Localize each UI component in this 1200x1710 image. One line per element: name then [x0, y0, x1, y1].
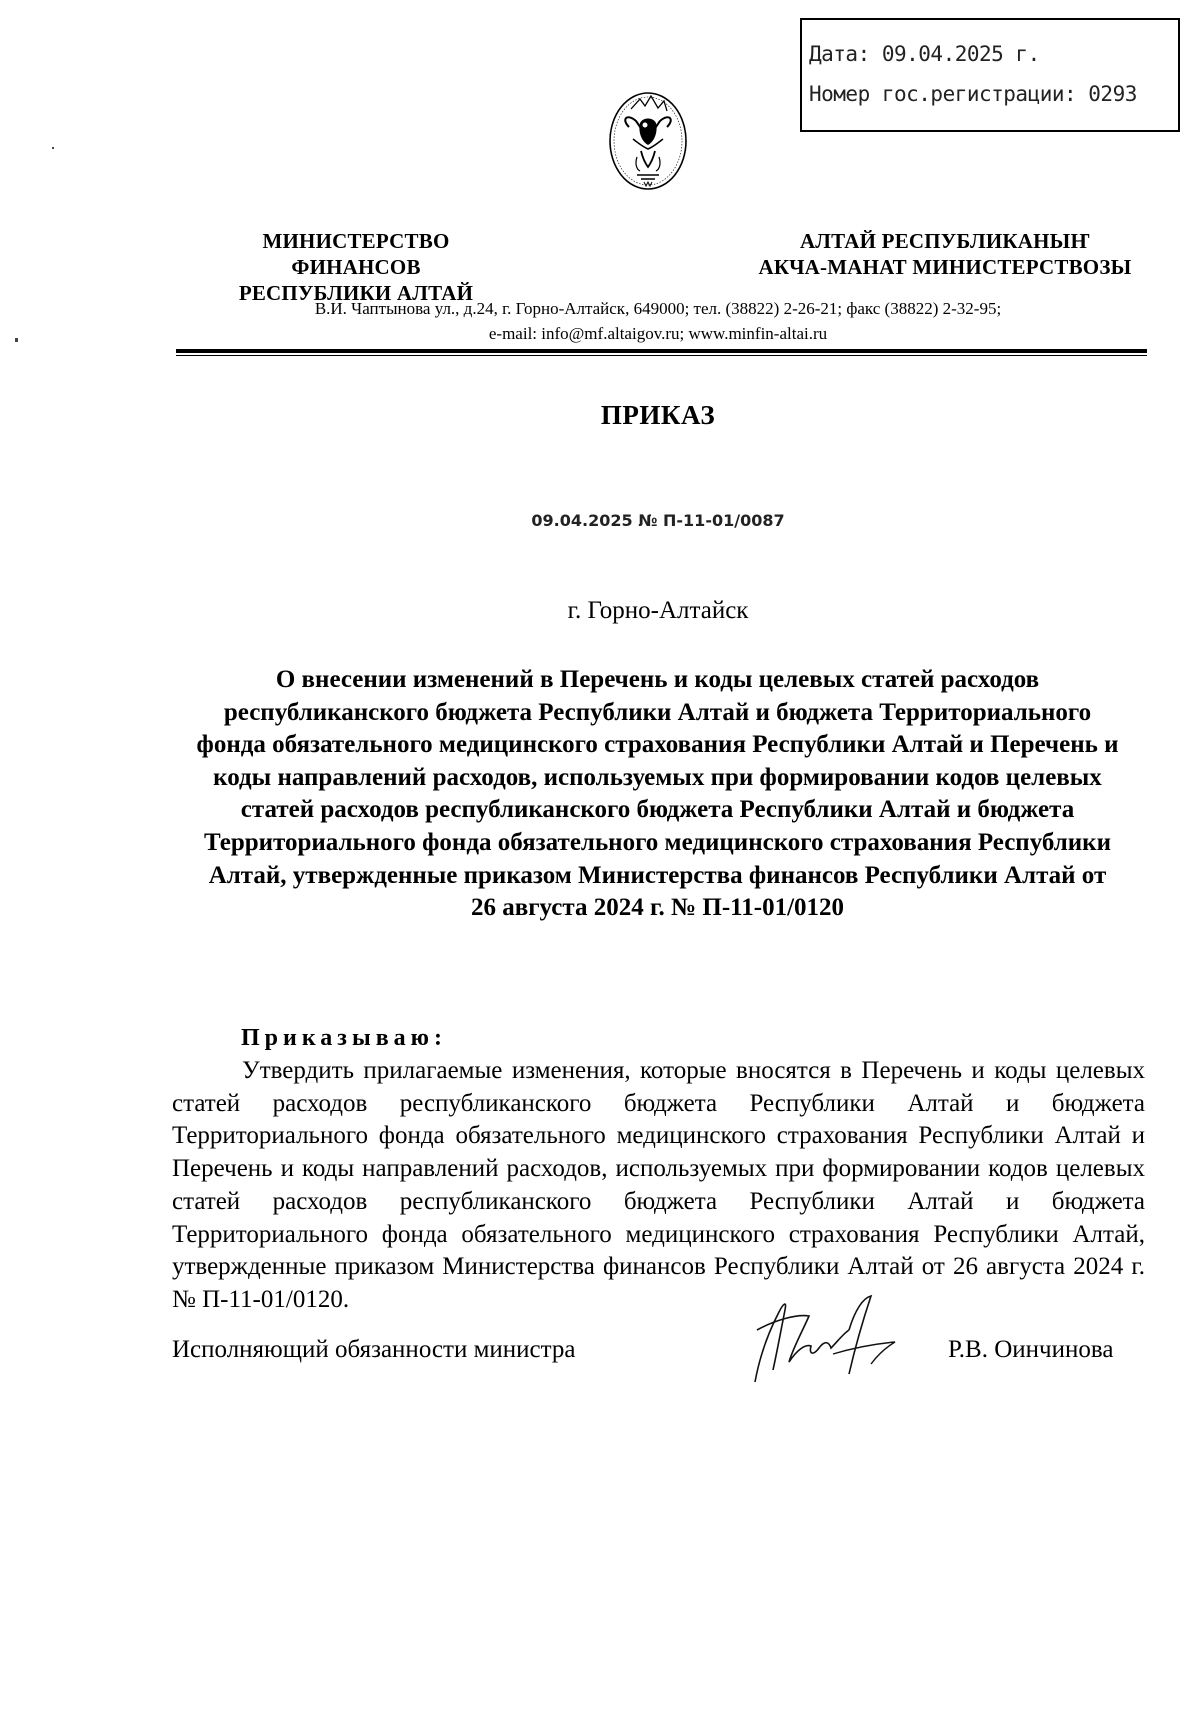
registration-date: Дата: 09.04.2025 г. [809, 42, 1040, 66]
header-divider-thick [176, 349, 1147, 353]
scan-speck [52, 147, 54, 149]
signatory-name: Р.В. Оинчинова [948, 1336, 1114, 1363]
address-line: В.И. Чаптынова ул., д.24, г. Горно-Алтайск, 649000; тел. (38822) 2-26-21; факс (38822) 2-32-95; [314, 299, 1002, 318]
org-name-altai: АЛТАЙ РЕСПУБЛИКАНЫҤ АКЧА-МАНАТ МИНИСТЕРСТВОЗЫ [758, 229, 1132, 279]
handwritten-signature [745, 1290, 915, 1390]
registration-number: Номер гос.регистрации: 0293 [809, 82, 1137, 106]
contact-address [0, 296, 1200, 346]
document-title: ПРИКАЗ [600, 400, 716, 430]
issue-city: г. Горно-Алтайск [567, 597, 749, 624]
order-body: Утвердить прилагаемые изменения, которые вносятся в Перечень и коды целевых статей расходов республиканского бюджета Республики Алтай и бюджета Территориального фонда обязательного медицинского страхования Республики Алтай и Перечень и коды направлений расходов, используемых при формировании кодов целевых статей расходов республиканского бюджета Республики Алтай и бюджета Территориального фонда обязательного медицинского страхования Республики Алтай, утвержденные приказом Министерства финансов Республики Алтай от 26 августа 2024 г. № П-11-01/0120. [172, 1057, 1145, 1313]
order-date-number: 09.04.2025 № П-11-01/0087 [531, 511, 785, 530]
scan-speck [15, 338, 18, 342]
signatory-position: Исполняющий обязанности министра [172, 1336, 576, 1363]
order-subject: О внесении изменений в Перечень и коды целевых статей расходов республиканского бюджета Республики Алтай и бюджета Территориального фонда обязательного медицинского страхования Республики Алтай и Перечень и коды направлений расходов, используемых при формировании кодов целевых статей расходов республиканского бюджета Республики Алтай и бюджета Территориального фонда обязательного медицинского страхования Республики Алтай, утвержденные приказом Министерства финансов Республики Алтай от 26 августа 2024 г. № П-11-01/0120 [196, 666, 1119, 922]
registration-box [800, 18, 1180, 132]
email-website-line: e-mail: info@mf.altaigov.ru; www.minfin-altai.ru [488, 324, 828, 343]
order-directive: Приказываю: [241, 1025, 447, 1051]
header-divider-thin [176, 355, 1147, 356]
coat-of-arms-icon [607, 87, 689, 197]
org-name-russian: МИНИСТЕРСТВО ФИНАНСОВ РЕСПУБЛИКИ АЛТАЙ [238, 229, 474, 305]
